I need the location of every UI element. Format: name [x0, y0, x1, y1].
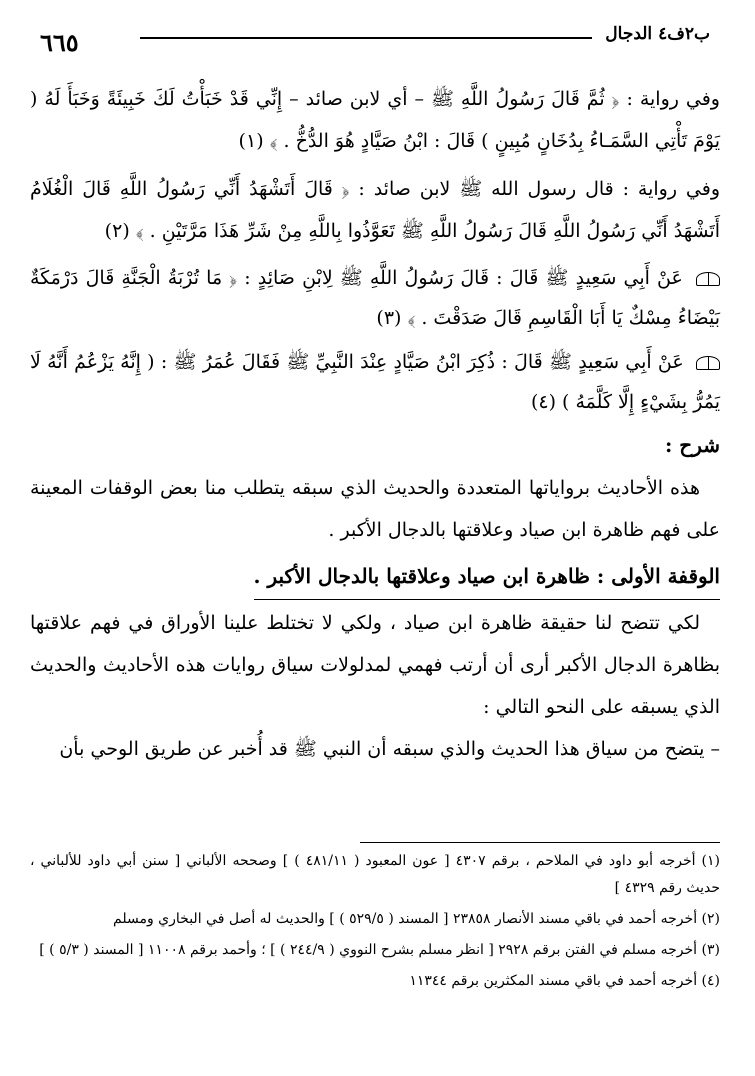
open-book-icon — [696, 356, 720, 370]
page-header — [30, 22, 710, 57]
open-book-icon — [696, 272, 720, 286]
footnote-1: (١) أخرجه أبو داود في الملاحم ، برقم ٤٣٠٧ [ عون المعبود ( ٤٨١/١١ ) ] وصححه الألباني [ سنن أبي داود للألباني ، حديث رقم ٤٣٢٩ ] — [30, 853, 720, 896]
hadith-4-text: عَنْ أَبِي سَعِيدٍ ﷺ قَالَ : ذُكِرَ ابْنُ صَيَّادٍ عِنْدَ النَّبِيِّ ﷺ فَقَالَ عُمَرُ ﷺ : ( إِنَّهُ يَزْعُمُ أَنَّهُ لَا يَمُرُّ بِشَيْءٍ إِلَّا كَلَّمَهُ ) (٤) — [30, 351, 720, 413]
header-rule — [140, 37, 592, 39]
sharh-heading — [30, 424, 720, 467]
body-paragraph-7: – يتضح من سياق هذا الحديث والذي سبقه أن النبي ﷺ قد أُخبر عن طريق الوحي بأن — [59, 738, 720, 760]
footnote-2: (٢) أخرجه أحمد في باقي مسند الأنصار ٢٣٨٥٨ [ المسند ( ٥٢٩/٥ ) ] والحديث له أصل في البخاري ومسلم — [113, 911, 720, 927]
hadith-3-text: عَنْ أَبِي سَعِيدٍ ﷺ قَالَ : قَالَ رَسُولُ اللَّهِ ﷺ لِابْنِ صَائِدٍ : ﴿ مَا تُرْبَةُ الْجَنَّةِ قَالَ دَرْمَكَةٌ بَيْضَاءُ مِسْكٌ يَا أَبَا الْقَاسِمِ قَالَ صَدَقْتَ . ﴾ (٣) — [30, 267, 720, 329]
running-head: ب٢ف٤ الدجال — [605, 24, 710, 44]
hadith-4 — [30, 342, 720, 422]
hadith-3 — [30, 258, 720, 338]
page-number: ٦٦٥ — [40, 28, 79, 57]
footnote-4: (٤) أخرجه أحمد في باقي مسند المكثرين برقم ١١٣٤٤ — [409, 973, 720, 989]
stop-heading — [30, 555, 720, 600]
main-text — [30, 78, 720, 770]
sharh-label: شرح : — [664, 433, 720, 457]
body-paragraph-6: لكي تتضح لنا حقيقة ظاهرة ابن صياد ، ولكي لا تختلط علينا الأوراق في فهم علاقتها بظاهرة الدجال الأكبر أرى أن أرتب فهمي لمدلولات سياق روايات هذه الأحاديث والحديث الذي يسبقه على النحو التالي : — [30, 612, 720, 718]
footnotes — [30, 848, 720, 999]
explanation-paragraph: هذه الأحاديث برواياتها المتعددة والحديث الذي سبقه يتطلب منا بعض الوقفات المعينة على فهم ظاهرة ابن صياد وعلاقتها بالدجال الأكبر . — [30, 477, 720, 541]
narration-paragraph-2: وفي رواية : قال رسول الله ﷺ لابن صائد : ﴿ قَالَ أَتَشْهَدُ أَنِّي رَسُولُ اللَّهِ قَالَ الْغُلَامُ أَتَشْهَدُ أَنِّي رَسُولُ اللَّهِ قَالَ رَسُولُ اللَّهِ ﷺ تَعَوَّذُوا بِاللَّهِ مِنْ شَرِّ هَذَا مَرَّتَيْنِ . ﴾ (٢) — [30, 178, 720, 242]
footnote-3: (٣) أخرجه مسلم في الفتن برقم ٢٩٢٨ [ انظر مسلم بشرح النووي ( ٢٤٤/٩ ) ] ؛ وأحمد برقم ١١٠٠٨ [ المسند ( ٥/٣ ) ] — [39, 942, 720, 958]
footnote-rule — [360, 842, 720, 843]
narration-paragraph-1: وفي رواية : ﴿ ثُمَّ قَالَ رَسُولُ اللَّهِ ﷺ – أي لابن صائد – إِنِّي قَدْ خَبَأْتُ لَكَ خَبِيئَةً وَخَبَأَ لَهُ ( يَوْمَ تَأْتِي السَّمَـاءُ بِدُخَانٍ مُبِينٍ ) قَالَ : ابْنُ صَيَّادٍ هُوَ الدُّخُّ . ﴾ (١) — [30, 88, 720, 152]
first-stop-title: الوقفة الأولى : ظاهرة ابن صياد وعلاقتها بالدجال الأكبر . — [254, 555, 720, 600]
